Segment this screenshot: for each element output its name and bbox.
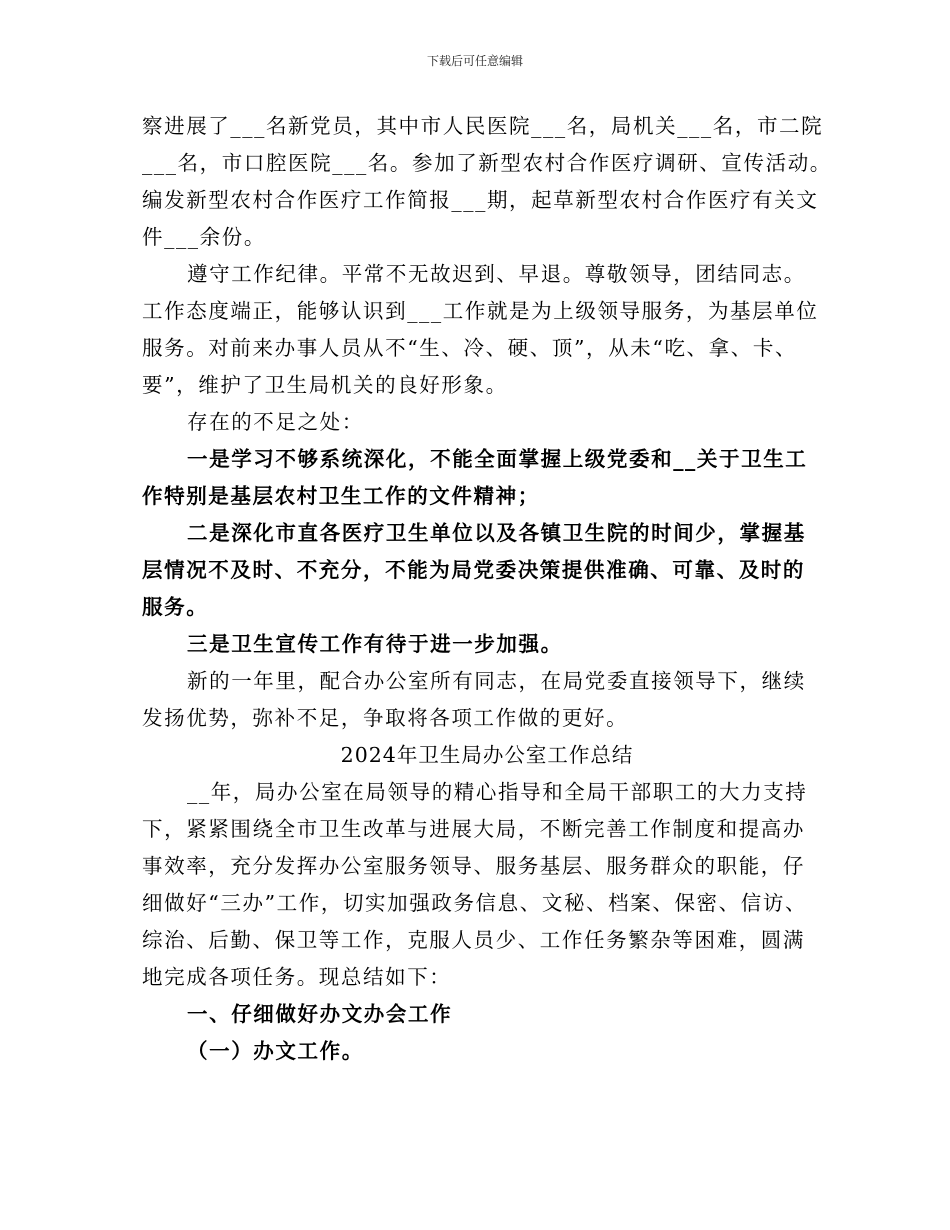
paragraph-line: 察进展了___名新党员，其中市人民医院___名，局机关___名，市二院	[142, 114, 824, 138]
paragraph-line: ___名，市口腔医院___名。参加了新型农村合作医疗调研、宣传活动。	[142, 151, 832, 175]
page-header: 下载后可任意编辑	[426, 54, 523, 68]
paragraph-line: 三是卫生宣传工作有待于进一步加强。	[187, 632, 563, 656]
paragraph-line: 作特别是基层农村卫生工作的文件精神；	[142, 484, 540, 508]
paragraph-line: 服务。	[142, 595, 209, 619]
paragraph-line: 综治、后勤、保卫等工作，克服人员少、工作任务繁杂等困难，圆满	[142, 928, 805, 952]
paragraph-line: 事效率，充分发挥办公室服务领导、服务基层、服务群众的职能，仔	[142, 854, 805, 878]
paragraph-line: 件___余份。	[142, 225, 266, 249]
paragraph-line: 存在的不足之处：	[187, 410, 364, 434]
paragraph-line: 二是深化市直各医疗卫生单位以及各镇卫生院的时间少，掌握基	[187, 521, 806, 545]
paragraph-line: 地完成各项任务。现总结如下：	[142, 965, 452, 989]
paragraph-line: 服务。对前来办事人员从不“生、冷、硬、顶”，从未“吃、拿、卡、	[142, 336, 798, 360]
paragraph-line: 要”，维护了卫生局机关的良好形象。	[142, 373, 508, 397]
document-body	[142, 108, 832, 1070]
paragraph-line: 编发新型农村合作医疗工作简报___期，起草新型农村合作医疗有关文	[142, 188, 819, 212]
paragraph-line: 遵守工作纪律。平常不无故迟到、早退。尊敬领导，团结同志。	[187, 262, 806, 286]
paragraph-line: 一是学习不够系统深化，不能全面掌握上级党委和__关于卫生工	[187, 447, 808, 471]
paragraph-line: （一）办文工作。	[187, 1039, 364, 1063]
paragraph-line: 细做好“三办”工作，切实加强政务信息、文秘、档案、保密、信访、	[142, 891, 808, 915]
section-title: 2024年卫生局办公室工作总结	[340, 743, 634, 767]
paragraph-line: 一、仔细做好办文办会工作	[187, 1002, 453, 1026]
paragraph-line: 发扬优势，弥补不足，争取将各项工作做的更好。	[142, 706, 629, 730]
paragraph-line: 工作态度端正，能够认识到___工作就是为上级领导服务，为基层单位	[142, 299, 819, 323]
paragraph-line: 下，紧紧围绕全市卫生改革与进展大局，不断完善工作制度和提高办	[142, 817, 805, 841]
paragraph-line: __年，局办公室在局领导的精心指导和全局干部职工的大力支持	[187, 780, 808, 804]
paragraph-line: 层情况不及时、不充分，不能为局党委决策提供准确、可靠、及时的	[142, 558, 805, 582]
paragraph-line: 新的一年里，配合办公室所有同志，在局党委直接领导下，继续	[187, 669, 806, 693]
